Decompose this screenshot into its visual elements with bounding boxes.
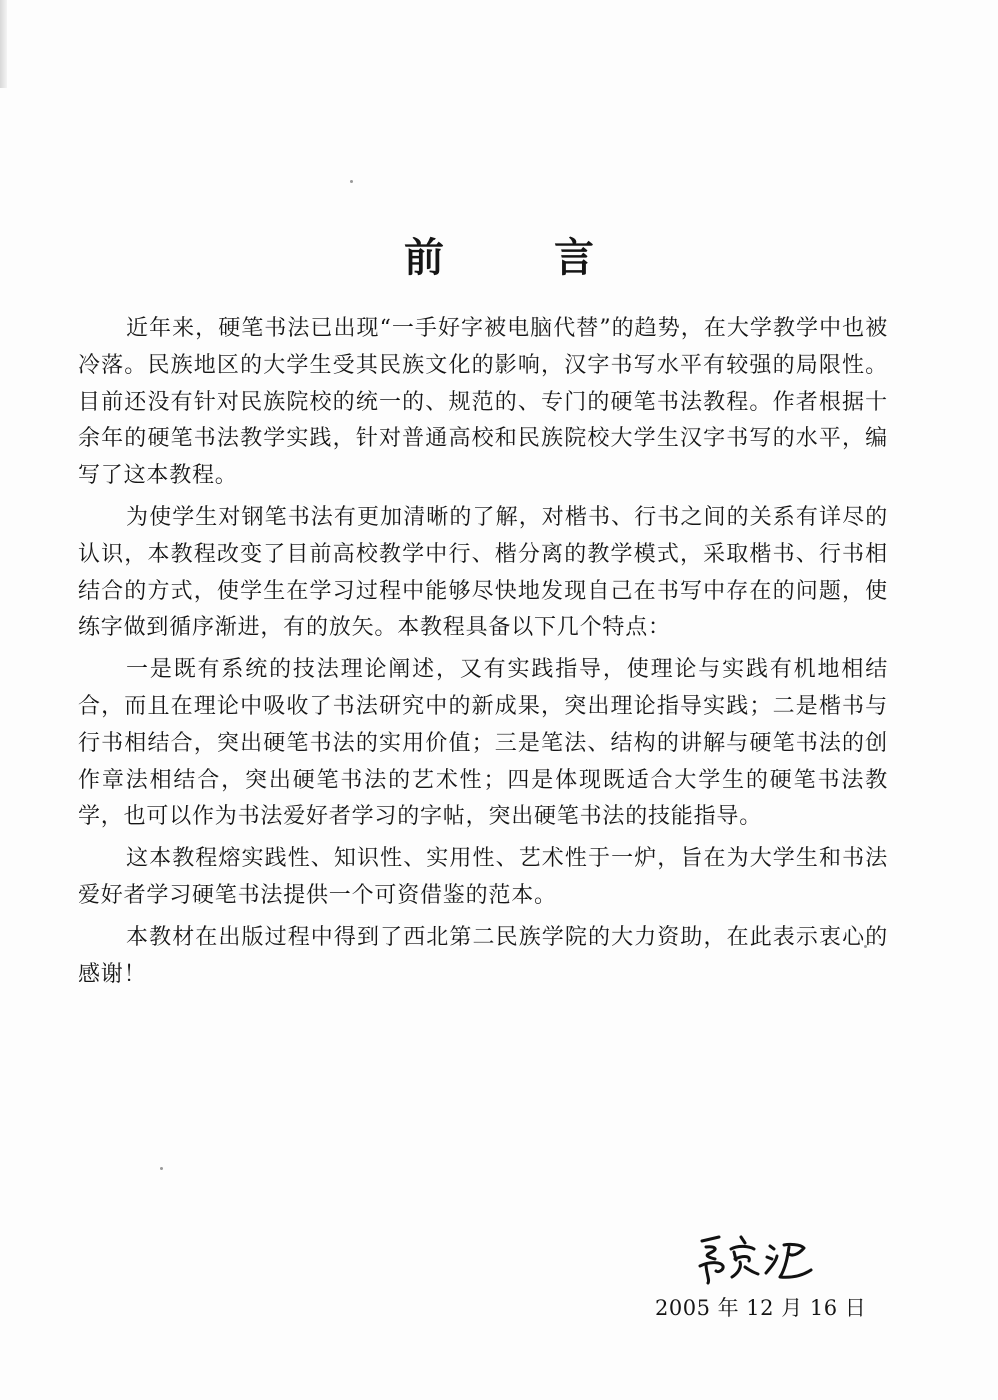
page-title: 前 言 [404,234,642,281]
scan-speck [350,180,353,183]
paragraph: 为使学生对钢笔书法有更加清晰的了解，对楷书、行书之间的关系有详尽的认识，本教程改变了目前高校教学中行、楷分离的教学模式，采取楷书、行书相结合的方式，使学生在学习过程中能够尽快地发现自己在书写中存在的问题，使练字做到循序渐进，有的放矢。本教程具备以下几个特点： [78,504,888,641]
scan-speck [160,1167,163,1170]
scan-edge [0,0,7,88]
paragraph: 这本教程熔实践性、知识性、实用性、艺术性于一炉，旨在为大学生和书法爱好者学习硬笔书法提供一个可资借鉴的范本。 [78,846,888,908]
handwritten-signature [688,1228,818,1288]
date-line: 2005 年 12 月 16 日 [655,1296,867,1320]
paragraph: 一是既有系统的技法理论阐述，又有实践指导，使理论与实践有机地相结合，而且在理论中吸收了书法研究中的新成果，突出理论指导实践；二是楷书与行书相结合，突出硬笔书法的实用价值；三是笔法、结构的讲解与硬笔书法的创作章法相结合，突出硬笔书法的艺术性；四是体现既适合大学生的硬笔书法教学，也可以作为书法爱好者学习的字帖，突出硬笔书法的技能指导。 [78,657,888,830]
paragraph: 本教材在出版过程中得到了西北第二民族学院的大力资助，在此表示衷心的感谢！ [78,924,888,987]
paragraph: 近年来，硬笔书法已出现“一手好字被电脑代替”的趋势，在大学教学中也被冷落。民族地区的大学生受其民族文化的影响，汉字书写水平有较强的局限性。目前还没有针对民族院校的统一的、规范的、专门的硬笔书法教程。作者根据十余年的硬笔书法教学实践，针对普通高校和民族院校大学生汉字书写的水平，编写了这本教程。 [78,316,888,489]
document-body [78,311,888,993]
